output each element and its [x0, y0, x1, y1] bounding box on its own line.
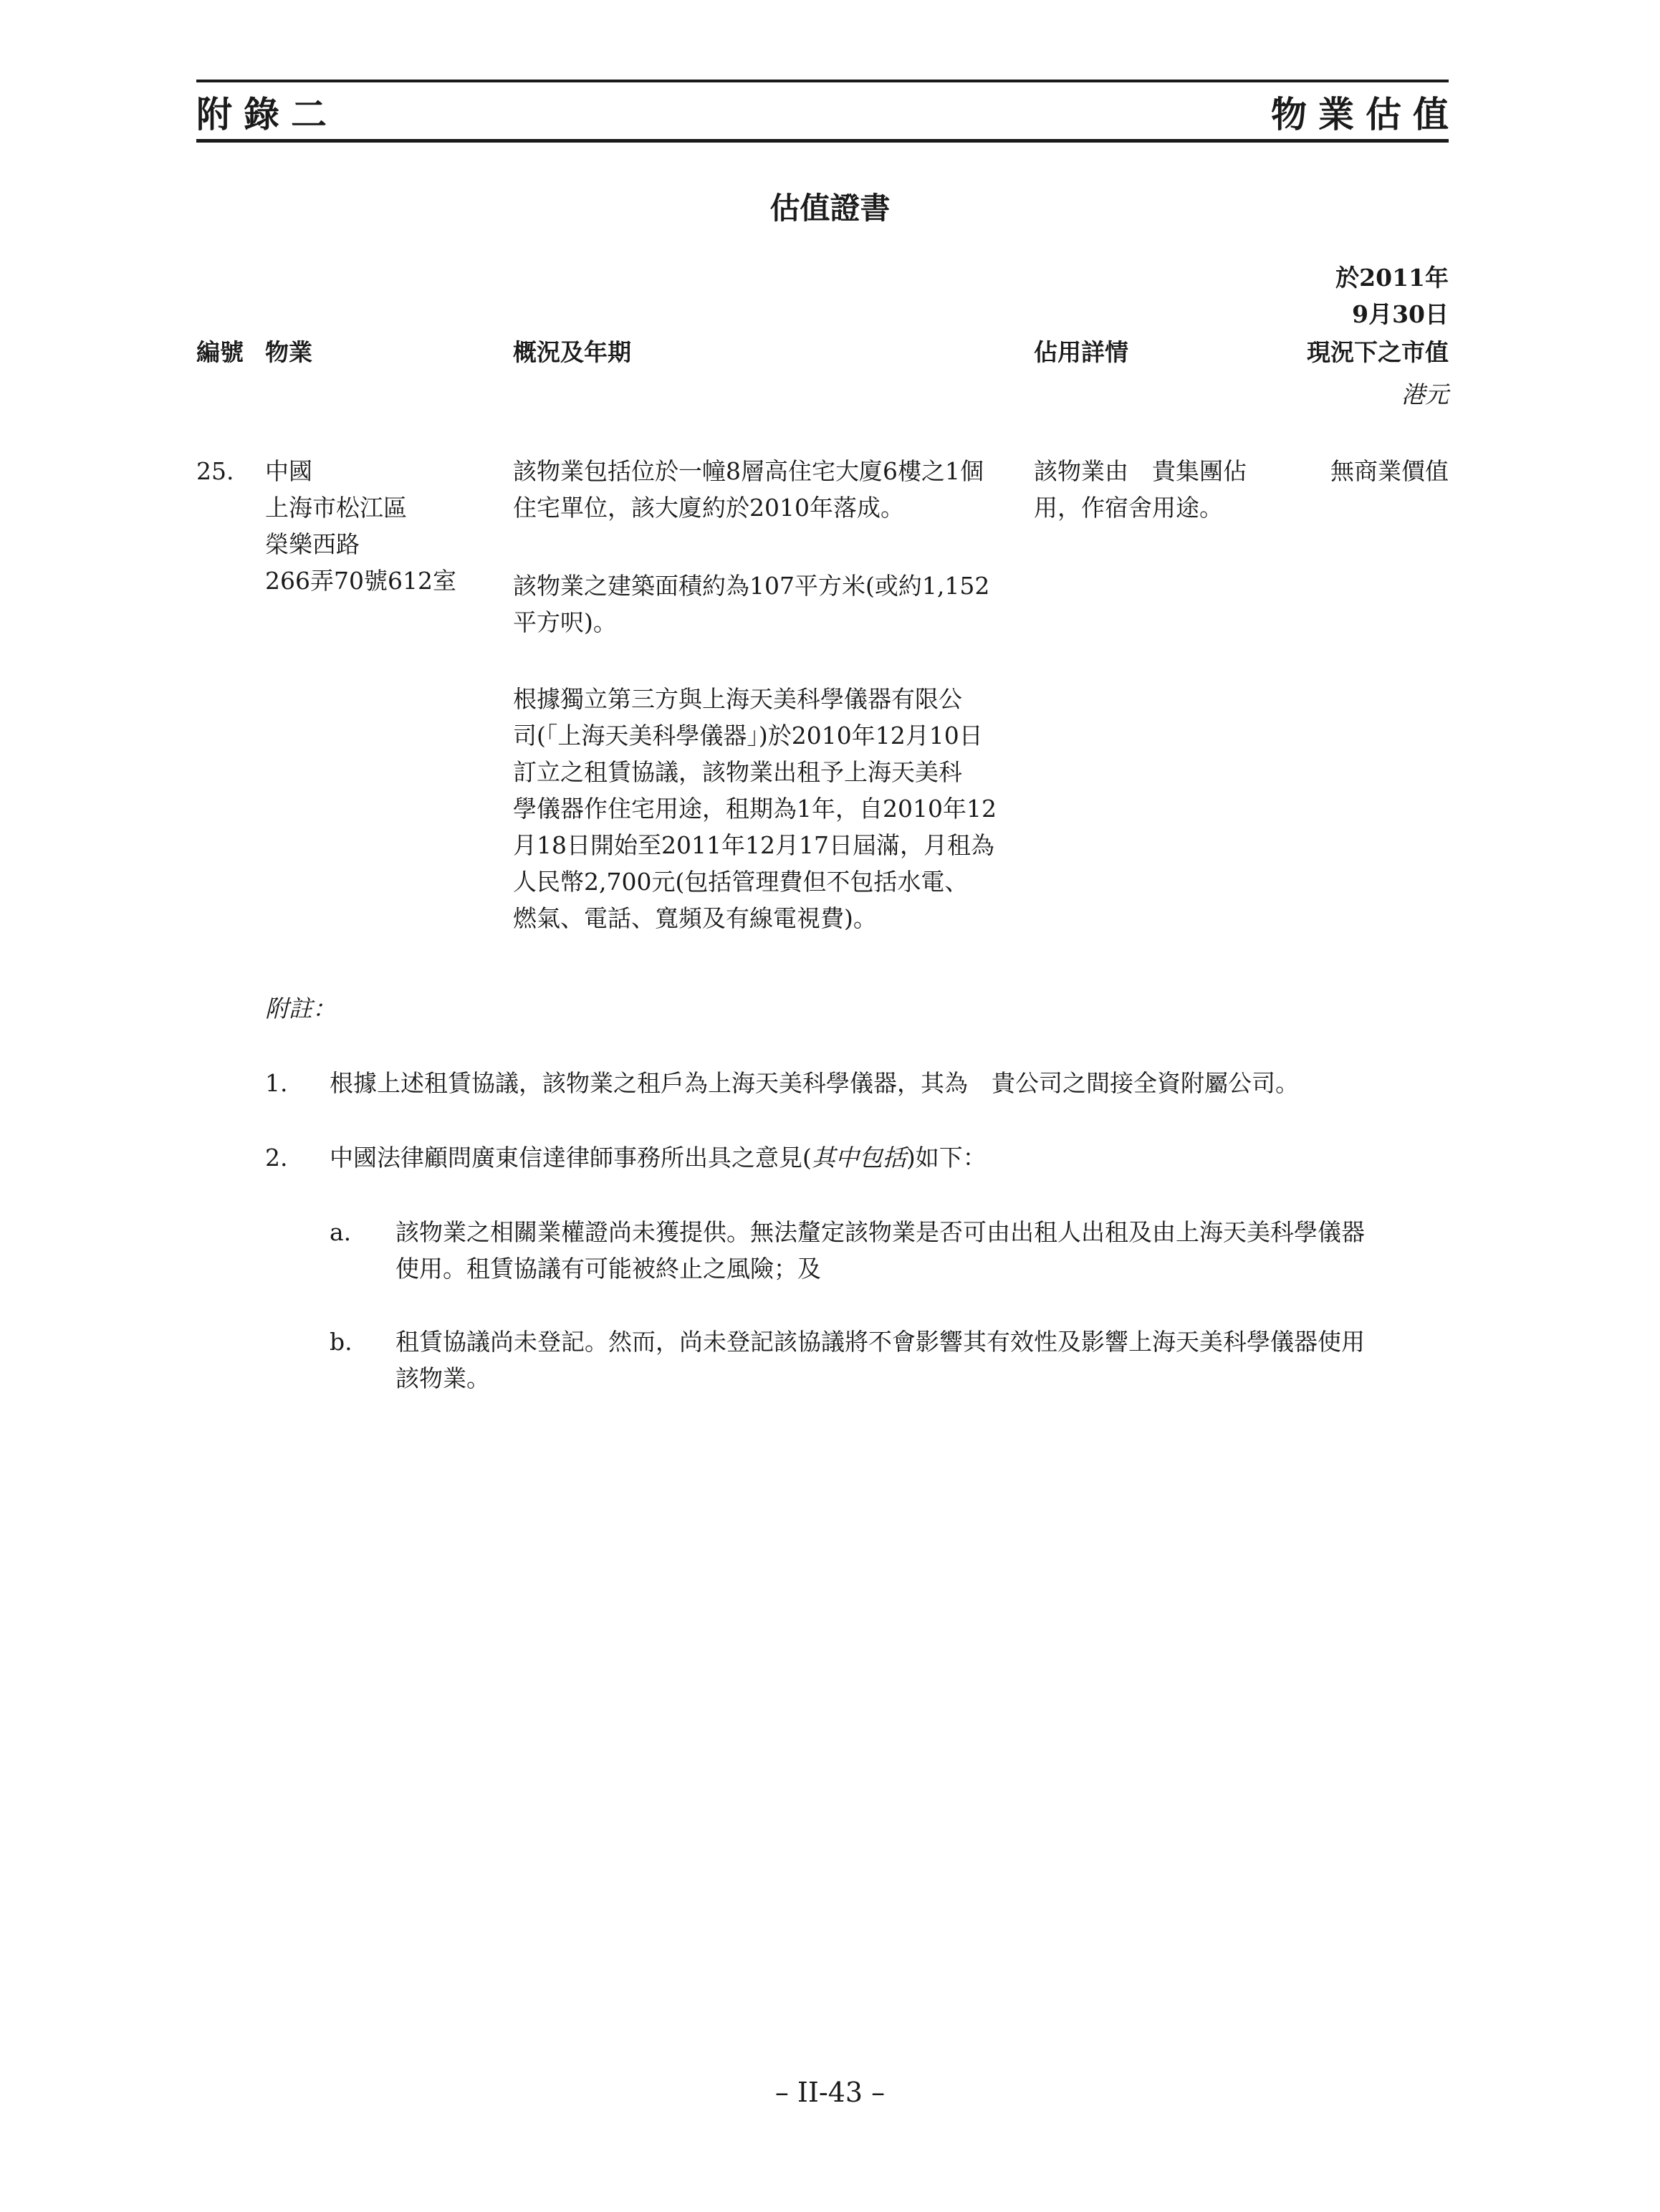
occupancy-line: 用，作宿舍用途。 [1034, 494, 1223, 522]
row-number: 25. [196, 457, 234, 485]
description-paragraph-1 [513, 453, 984, 526]
subnote-line: 使用。租賃協議有可能被終止之風險；及 [395, 1255, 821, 1283]
note-number: 2. [265, 1144, 288, 1172]
description-line: 學儀器作住宅用途，租期為1年，自2010年12 [513, 795, 997, 823]
description-paragraph-2 [513, 568, 989, 641]
column-header-value: 現況下之市值 [1307, 338, 1449, 366]
description-line: 平方呎)。 [513, 608, 617, 636]
column-header-description: 概況及年期 [513, 338, 631, 366]
property-address [265, 453, 456, 599]
subnote-line: 該物業。 [395, 1364, 490, 1392]
column-header-currency: 港元 [1401, 380, 1449, 408]
subnote-line: 租賃協議尚未登記。然而，尚未登記該協議將不會影響其有效性及影響上海天美科學儀器使用 [395, 1328, 1365, 1356]
appendix-title: 附錄二 [196, 93, 338, 135]
property-line: 榮樂西路 [265, 530, 360, 558]
header-top-rule [196, 80, 1449, 82]
description-line: 燃氣、電話、寬頻及有線電視費)。 [513, 904, 877, 932]
value-date-line2: 9月30日 [1352, 300, 1449, 328]
note-text-italic: 其中包括 [811, 1144, 906, 1172]
subnote-text [395, 1214, 1365, 1287]
section-title: 物業估值 [1271, 93, 1460, 135]
column-header-occupancy: 佔用詳情 [1034, 338, 1128, 366]
note-text: 根據上述租賃協議，該物業之租戶為上海天美科學儀器，其為 貴公司之間接全資附屬公司。 [330, 1069, 1299, 1097]
note-text [330, 1139, 987, 1176]
description-line: 月18日開始至2011年12月17日屆滿，月租為 [513, 831, 994, 859]
note-text-part: )如下： [906, 1144, 987, 1172]
certificate-title: 估值證書 [769, 191, 891, 226]
header-bottom-rule [196, 139, 1449, 143]
description-line: 該物業包括位於一幢8層高住宅大廈6樓之1個 [513, 457, 984, 485]
market-value: 無商業價值 [1330, 457, 1449, 485]
property-line: 中國 [265, 457, 312, 485]
note-text-part: 中國法律顧問廣東信達律師事務所出具之意見( [330, 1144, 812, 1172]
notes-title: 附註： [265, 995, 336, 1023]
description-line: 訂立之租賃協議，該物業出租予上海天美科 [513, 758, 962, 786]
column-header-no: 編號 [196, 338, 244, 366]
description-line: 該物業之建築面積約為107平方米(或約1,152 [513, 572, 990, 600]
subnote-text [395, 1323, 1365, 1397]
description-line: 根據獨立第三方與上海天美科學儀器有限公 [513, 685, 962, 713]
subnote-letter: a. [330, 1218, 352, 1246]
page-number: – II-43 – [774, 2077, 886, 2108]
column-header-property: 物業 [265, 338, 312, 366]
description-line: 司(「上海天美科學儀器」)於2010年12月10日 [513, 722, 983, 750]
occupancy-line: 該物業由 貴集團佔 [1034, 457, 1247, 485]
description-line: 人民幣2,700元(包括管理費但不包括水電、 [513, 868, 969, 896]
description-paragraph-3 [513, 681, 997, 937]
property-line: 266弄70號612室 [265, 567, 456, 595]
description-line: 住宅單位，該大廈約於2010年落成。 [513, 494, 904, 522]
subnote-letter: b. [330, 1328, 352, 1356]
value-date-line1: 於2011年 [1335, 264, 1449, 292]
note-number: 1. [265, 1069, 288, 1097]
subnote-line: 該物業之相關業權證尚未獲提供。無法釐定該物業是否可由出租人出租及由上海天美科學儀器 [395, 1218, 1365, 1246]
occupancy-details [1034, 453, 1247, 526]
property-line: 上海市松江區 [265, 494, 407, 522]
